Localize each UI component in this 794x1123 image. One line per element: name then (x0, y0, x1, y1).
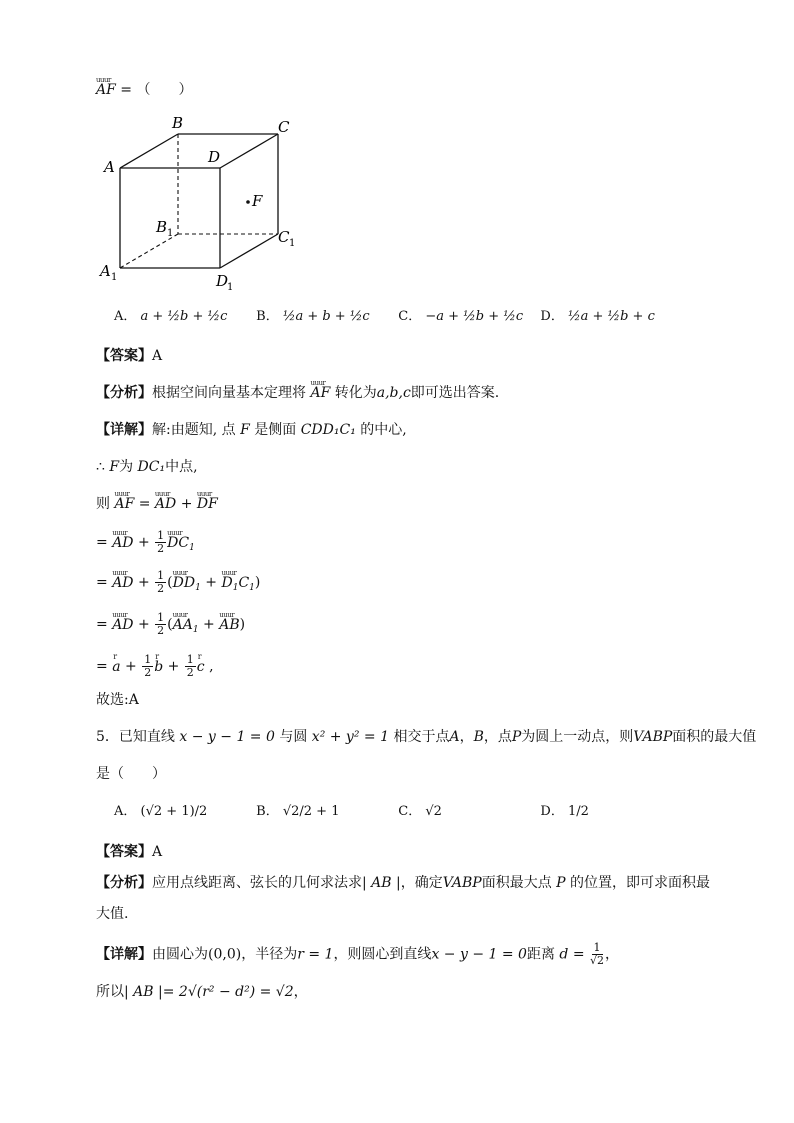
q4-option-d[interactable]: D． ½a + ½b + c (540, 309, 655, 324)
q4-detail: 【详解】解:由题知, 点 F 是侧面 CDD₁C₁ 的中心, (96, 422, 407, 438)
vector-af: uuur AF (96, 80, 116, 100)
q5-analysis: 【分析】应用点线距离、弦长的几何求法求| AB |，确定VABP面积最大点 P 的位置，即可求面积最 (96, 875, 711, 891)
q4-stem (96, 80, 192, 100)
label-a: A (104, 158, 115, 176)
label-d1-sub: 1 (227, 282, 234, 290)
label-c1: C (278, 228, 290, 246)
label-f: F (252, 192, 263, 210)
answer-value: A (152, 348, 163, 364)
q4-step-midpoint: ∴ F为 DC₁中点, (96, 459, 198, 475)
q5-option-c[interactable]: C． √2 (398, 804, 442, 819)
q4-derivation-4: = uuur AD + $\frac{1}{2}$ (uuur $AA_1$ + uuur AB) (96, 612, 245, 640)
line-equation: x − y − 1 = 0 (179, 729, 275, 745)
edge-cd (220, 134, 278, 168)
q5-answer: 【答案】A (96, 844, 163, 860)
q5-analysis-line2: 大值. (96, 906, 129, 922)
label-a1: A (100, 262, 111, 280)
q5-option-b[interactable]: B． √2/2 + 1 (256, 804, 340, 819)
hidden-edge-b1a1 (120, 234, 178, 268)
answer-tag: 【答案】 (96, 348, 152, 364)
chord-length: | AB |= 2√(r² − d²) = √2 (124, 984, 294, 1000)
q4-derivation-5: = r a + $\frac{1}{2}$ r b + $\frac{1}{2}$ r c , (96, 654, 214, 679)
q4-option-c[interactable]: C． −a + ½b + ½c (398, 309, 524, 324)
vector-af-analysis: uuur AF (310, 383, 330, 403)
q4-derivation-2: = uuur AD + $\frac{1}{2}$ uuur $DC_1$ (96, 530, 195, 558)
q4-options (114, 307, 673, 327)
q5-stem-line2: 是（ ） (96, 766, 166, 782)
label-b: B (172, 114, 184, 132)
q5-chord: 所以| AB |= 2√(r² − d²) = √2， (96, 984, 308, 1000)
q5-option-d[interactable]: D． 1/2 (540, 804, 589, 819)
q5-option-a[interactable]: A． (√2 + 1)/2 (114, 804, 208, 819)
point-f (246, 200, 250, 204)
q4-analysis: 【分析】根据空间向量基本定理将 uuur AF 转化为a,b,c即可选出答案. (96, 383, 499, 403)
q4-derivation-1: 则 uuur AF = uuur AD + uuur DF (96, 494, 218, 514)
q5-stem: 5．已知直线 x − y − 1 = 0 与圆 x² + y² = 1 相交于点A，B，点P为圆上一动点，则VABP面积的最大值 (96, 729, 757, 745)
q4-derivation-3: = uuur AD + $\frac{1}{2}$ (uuur $DD_1$ + uuur $D_1C_1$) (96, 570, 260, 598)
label-d: D (208, 148, 221, 166)
q5-options (114, 802, 607, 822)
face-cdd1c1: CDD₁C₁ (300, 422, 356, 438)
edge-c1d1 (220, 234, 278, 268)
q4-option-a[interactable]: A． a + ½b + ½c (114, 309, 228, 324)
cube-figure (96, 110, 316, 290)
q4-final: 故选:A (96, 692, 139, 708)
q4-option-b[interactable]: B． ½a + b + ½c (256, 309, 370, 324)
vectors-abc: a,b,c (376, 385, 411, 401)
q4-answer (96, 346, 162, 366)
label-b1-sub: 1 (167, 228, 174, 239)
label-c: C (278, 118, 290, 136)
label-c1-sub: 1 (289, 238, 296, 249)
label-a1-sub: 1 (111, 272, 118, 283)
label-b1: B (156, 218, 168, 236)
circle-equation: x² + y² = 1 (311, 729, 389, 745)
q5-detail: 【详解】由圆心为(0,0)，半径为r = 1，则圆心到直线x − y − 1 = 0距离 d = $\frac{1}{√2}$ ， (96, 941, 620, 967)
q4-stem-tail: = （ ） (120, 82, 193, 98)
label-d1: D (216, 272, 229, 290)
edge-ab (120, 134, 178, 168)
